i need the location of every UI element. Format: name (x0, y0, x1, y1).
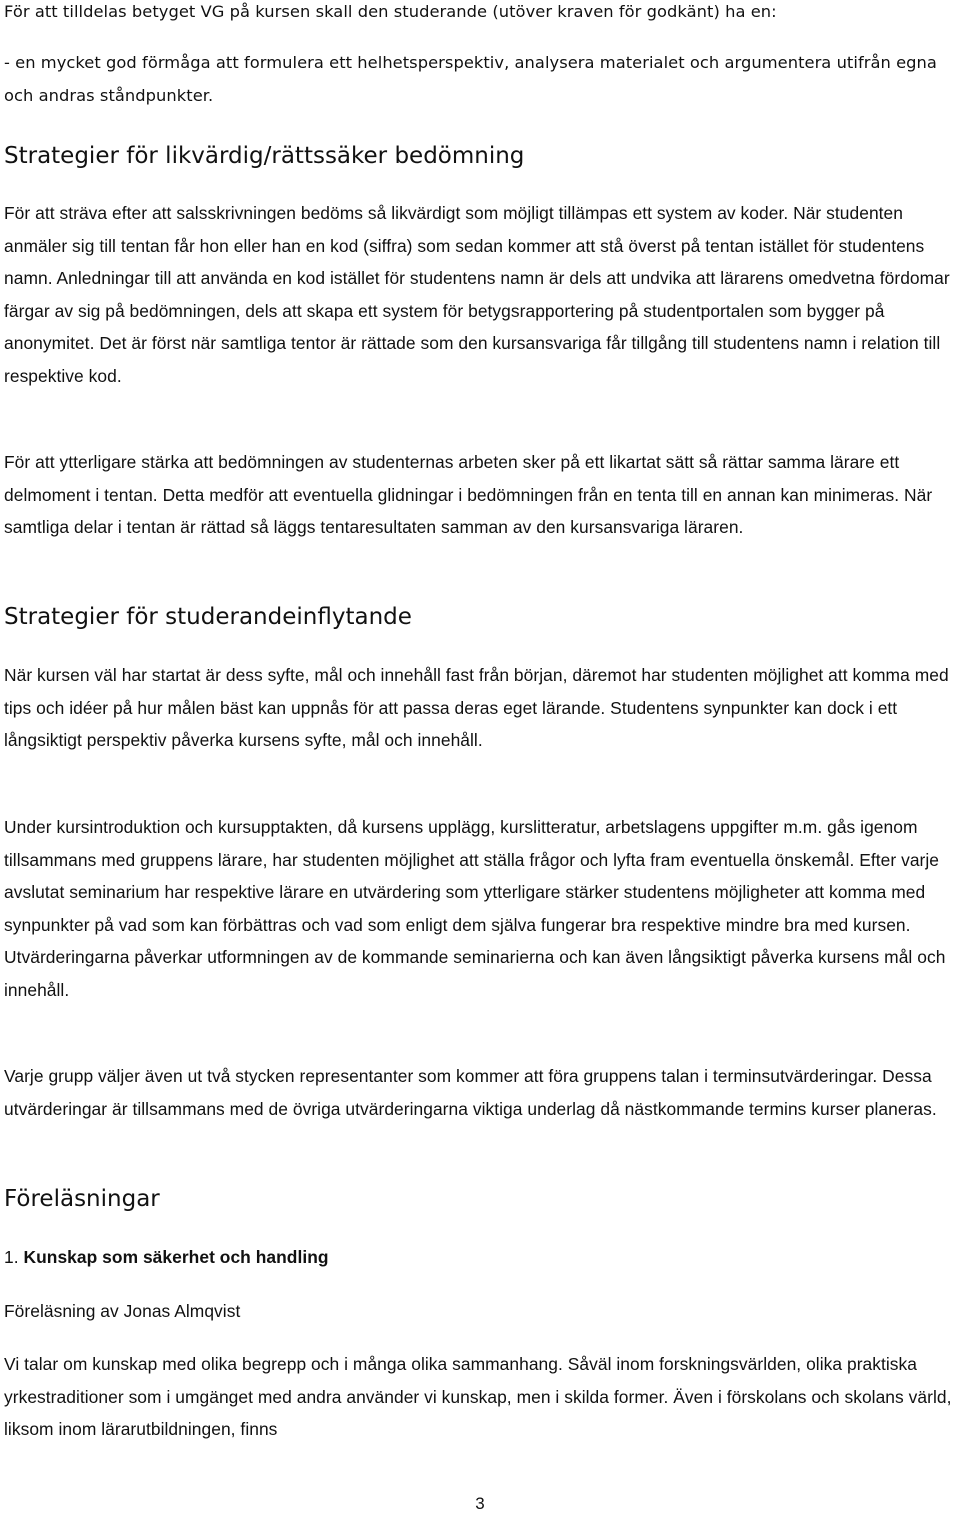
lecture-title: Kunskap som säkerhet och handling (23, 1247, 329, 1267)
assessment-paragraph-2: För att ytterligare stärka att bedömningen av studenternas arbeten sker på ett likartat sätt så rättar samma lärare ett delmoment i tentan. Detta medför att eventuella glidningar i bedömningen från en tenta till en annan kan minimeras. När samtliga delar i tentan är rättad så läggs tentaresultaten samman av den kursansvariga läraren. (4, 452, 933, 538)
influence-paragraph-1: När kursen väl har startat är dess syfte, mål och innehåll fast från början, däremot har studenten möjlighet att komma med tips och idéer på hur målen bäst kan uppnås för att passa deras eget lärande. Studentens synpunkter kan dock i ett långsiktigt perspektiv påverka kursens syfte, mål och innehåll. (4, 665, 949, 751)
section-heading-lectures: Föreläsningar (4, 1186, 160, 1212)
section-heading-assessment: Strategier för likvärdig/rättssäker bedömning (4, 143, 525, 169)
assessment-paragraph-1: För att sträva efter att salsskrivningen bedöms så likvärdigt som möjligt tillämpas ett system av koder. När studenten anmäler sig till tentan får hon eller han en kod (siffra) som sedan kommer att stå överst på tentan istället för studentens namn. Anledningar till att använda en kod istället för studentens namn är dels att undvika att lärarens omedvetna fördomar färgar av sig på bedömningen, dels att skapa ett system för betygsrapportering på studentportalen som bygger på anonymitet. Det är först när samtliga tentor är rättade som den kursansvariga får tillgång till studentens namn i relation till respektive kod. (4, 203, 950, 386)
section-heading-influence: Strategier för studerandeinflytande (4, 604, 412, 630)
influence-paragraph-2: Under kursintroduktion och kursupptakten, då kursens upplägg, kurslitteratur, arbetslagens uppgifter m.m. gås igenom tillsammans med gruppens lärare, har studenten möjlighet att ställa frågor och lyfta fram eventuella önskemål. Efter varje avslutat seminarium har respektive lärare en utvärdering som ytterligare stärker studentens möjligheter att komma med synpunkter på vad som kan förbättras och vad som enligt dem själva fungerar bra respektive mindre bra med kursen. Utvärderingarna påverkar utformningen av de kommande seminarierna och kan även långsiktigt påverka kursens mål och innehåll. (4, 817, 946, 1000)
page-number: 3 (475, 1494, 485, 1513)
lecture-description: Vi talar om kunskap med olika begrepp och i många olika sammanhang. Såväl inom forskningsvärlden, olika praktiska yrkestraditioner som i umgänget med andra använder vi kunskap, men i skilda former. Även i förskolans och skolans värld, liksom inom lärarutbildningen, finns (4, 1354, 952, 1440)
lecture-number: 1. (4, 1247, 19, 1267)
intro-bullet: - en mycket god förmåga att formulera ett helhetsperspektiv, analysera materialet och argumentera utifrån egna och andras ståndpunkter. (4, 53, 937, 105)
lecture-lecturer: Föreläsning av Jonas Almqvist (4, 1301, 241, 1321)
lecture-title-line (4, 1241, 956, 1274)
influence-paragraph-3: Varje grupp väljer även ut två stycken representanter som kommer att föra gruppens talan i terminsutvärderingar. Dessa utvärderingar är tillsammans med de övriga utvärderingarna viktiga underlag då nästkommande termins kurser planeras. (4, 1066, 937, 1119)
intro-line: För att tilldelas betyget VG på kursen skall den studerande (utöver kraven för godkänt) ha en: (4, 2, 777, 21)
